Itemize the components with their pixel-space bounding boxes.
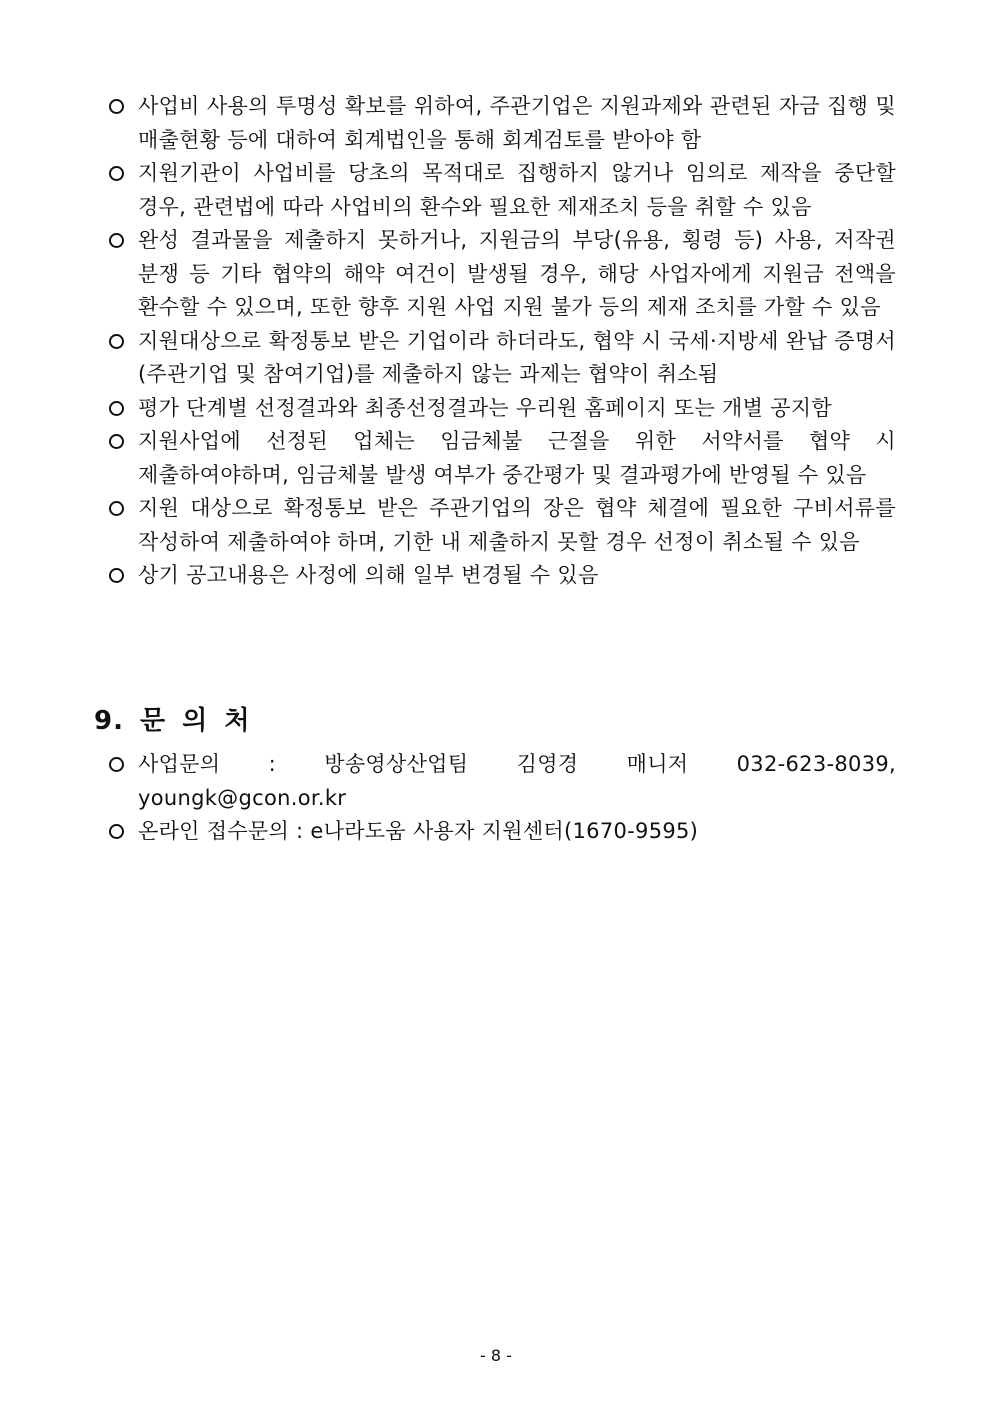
contact-item — [106, 748, 896, 815]
circle-bullet-icon — [109, 824, 124, 839]
circle-bullet-icon — [109, 334, 124, 349]
note-item — [106, 224, 896, 325]
contact-text: 사업문의 : 방송영상산업팀 김영경 매니저 032-623-8039, youngk@gcon.or.kr — [138, 752, 896, 810]
circle-bullet-icon — [109, 757, 124, 772]
page-number: - 8 - — [480, 1346, 512, 1365]
note-item — [106, 559, 896, 593]
note-item — [106, 392, 896, 426]
note-text: 평가 단계별 선정결과와 최종선정결과는 우리원 홈페이지 또는 개별 공지함 — [138, 395, 832, 420]
circle-bullet-icon — [109, 166, 124, 181]
circle-bullet-icon — [109, 501, 124, 516]
note-text: 상기 공고내용은 사정에 의해 일부 변경될 수 있음 — [138, 563, 599, 587]
section-title: 9. 문 의 처 — [94, 706, 251, 736]
note-item — [106, 157, 896, 224]
circle-bullet-icon — [109, 568, 124, 583]
note-text: 지원대상으로 확정통보 받은 기업이라 하더라도, 협약 시 국세·지방세 완납 증명서(주관기업 및 참여기업)를 제출하지 않는 과제는 협약이 취소됨 — [138, 328, 896, 386]
contact-text: 온라인 접수문의 : e나라도움 사용자 지원센터(1670-9595) — [138, 819, 699, 843]
circle-bullet-icon — [109, 401, 124, 416]
contact-item — [106, 815, 896, 849]
note-item — [106, 325, 896, 392]
note-text: 지원사업에 선정된 업체는 임금체불 근절을 위한 서약서를 협약 시 제출하여야하며, 임금체불 발생 여부가 중간평가 및 결과평가에 반영될 수 있음 — [138, 429, 896, 487]
note-text: 지원 대상으로 확정통보 받은 주관기업의 장은 협약 체결에 필요한 구비서류를 작성하여 제출하여야 하며, 기한 내 제출하지 못할 경우 선정이 취소될 수 있음 — [138, 496, 896, 554]
circle-bullet-icon — [109, 233, 124, 248]
circle-bullet-icon — [109, 99, 124, 114]
note-text: 사업비 사용의 투명성 확보를 위하여, 주관기업은 지원과제와 관련된 자금 집행 및 매출현황 등에 대하여 회계법인을 통해 회계검토를 받아야 함 — [138, 94, 896, 152]
note-text: 지원기관이 사업비를 당초의 목적대로 집행하지 않거나 임의로 제작을 중단할 경우, 관련법에 따라 사업비의 환수와 필요한 제재조치 등을 취할 수 있음 — [138, 161, 896, 219]
note-item — [106, 425, 896, 492]
note-item — [106, 492, 896, 559]
contact-list — [106, 748, 896, 849]
note-text: 완성 결과물을 제출하지 못하거나, 지원금의 부당(유용, 횡령 등) 사용, 저작권 분쟁 등 기타 협약의 해약 여건이 발생될 경우, 해당 사업자에게 지원금 전액을 환수할 수 있으며, 또한 향후 지원 사업 지원 불가 등의 제재 조치를 가할 수 있음 — [138, 228, 896, 319]
circle-bullet-icon — [109, 434, 124, 449]
note-item — [106, 90, 896, 157]
notes-list — [106, 90, 896, 593]
